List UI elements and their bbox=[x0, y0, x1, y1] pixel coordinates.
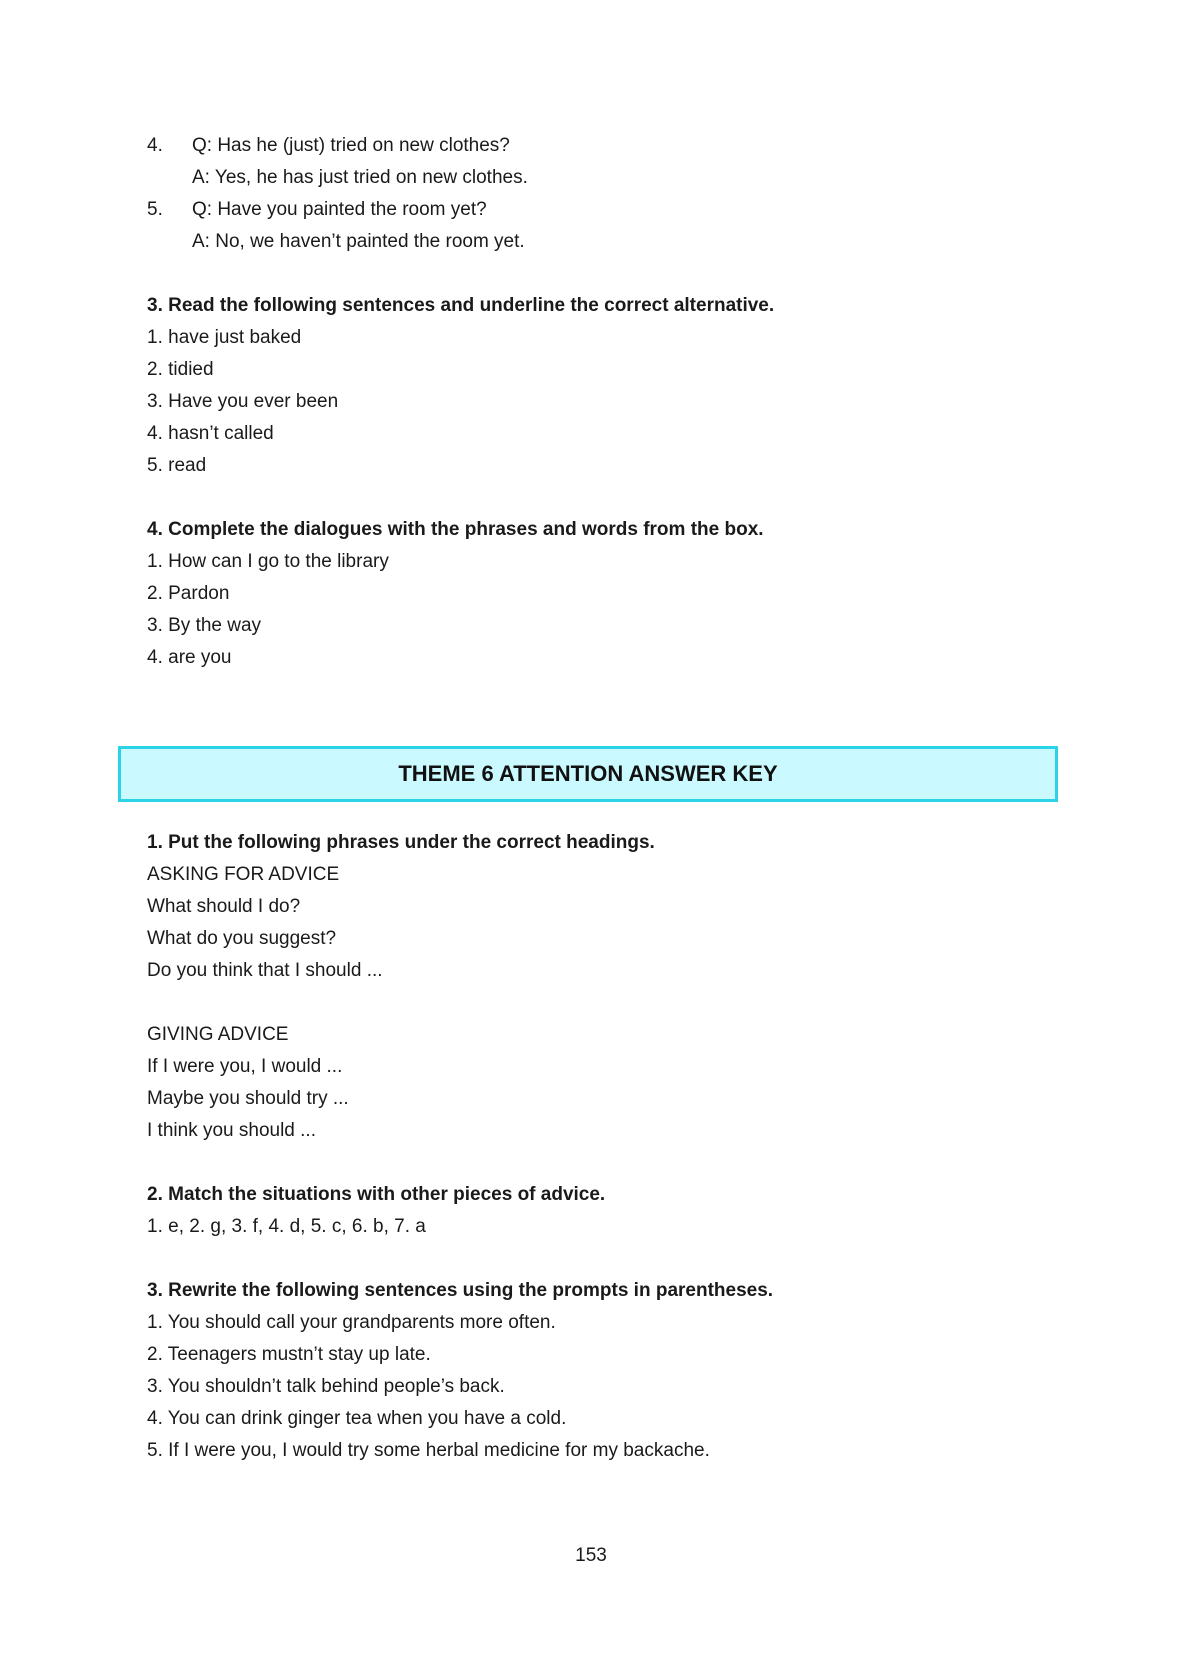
theme-banner bbox=[118, 746, 1058, 802]
list-item: 1. have just baked bbox=[147, 327, 302, 348]
asking-advice-title: ASKING FOR ADVICE bbox=[147, 864, 340, 885]
exercise-2-heading: 2. Match the situations with other pieces of advice. bbox=[147, 1184, 606, 1205]
exercise-4-heading: 4. Complete the dialogues with the phrases and words from the box. bbox=[147, 519, 764, 540]
list-item: What should I do? bbox=[147, 896, 301, 917]
list-item: 1. You should call your grandparents more often. bbox=[147, 1312, 556, 1333]
qa-answer: A: No, we haven’t painted the room yet. bbox=[192, 231, 525, 252]
giving-advice-title: GIVING ADVICE bbox=[147, 1024, 289, 1045]
list-item: Do you think that I should ... bbox=[147, 960, 383, 981]
list-item: 2. Pardon bbox=[147, 583, 230, 604]
exercise-3-heading: 3. Rewrite the following sentences using the prompts in parentheses. bbox=[147, 1280, 774, 1301]
exercise-2-answer: 1. e, 2. g, 3. f, 4. d, 5. c, 6. b, 7. a bbox=[147, 1216, 426, 1237]
qa-item-5 bbox=[147, 194, 1067, 258]
theme-answers bbox=[147, 827, 1067, 1467]
qa-question: Q: Have you painted the room yet? bbox=[192, 199, 487, 220]
list-item: I think you should ... bbox=[147, 1120, 316, 1141]
list-item: 3. You shouldn’t talk behind people’s back. bbox=[147, 1376, 505, 1397]
list-item: 4. You can drink ginger tea when you have a cold. bbox=[147, 1408, 567, 1429]
list-item: What do you suggest? bbox=[147, 928, 337, 949]
list-item: 5. read bbox=[147, 455, 207, 476]
list-item: 2. tidied bbox=[147, 359, 214, 380]
list-item: 1. How can I go to the library bbox=[147, 551, 389, 572]
list-item: 4. are you bbox=[147, 647, 232, 668]
qa-item-4 bbox=[147, 130, 1067, 194]
list-item: 3. Have you ever been bbox=[147, 391, 339, 412]
list-item: 2. Teenagers mustn’t stay up late. bbox=[147, 1344, 431, 1365]
exercise-3-heading: 3. Read the following sentences and underline the correct alternative. bbox=[147, 295, 775, 316]
page-number: 153 bbox=[575, 1545, 607, 1566]
list-item: If I were you, I would ... bbox=[147, 1056, 343, 1077]
theme-title: THEME 6 ATTENTION ANSWER KEY bbox=[398, 761, 778, 786]
list-item: Maybe you should try ... bbox=[147, 1088, 349, 1109]
exercise-1-heading: 1. Put the following phrases under the correct headings. bbox=[147, 832, 655, 853]
qa-answer: A: Yes, he has just tried on new clothes. bbox=[192, 167, 528, 188]
qa-number: 4. bbox=[147, 135, 163, 156]
qa-number: 5. bbox=[147, 199, 163, 220]
list-item: 3. By the way bbox=[147, 615, 262, 636]
qa-question: Q: Has he (just) tried on new clothes? bbox=[192, 135, 510, 156]
list-item: 5. If I were you, I would try some herbal medicine for my backache. bbox=[147, 1440, 710, 1461]
list-item: 4. hasn’t called bbox=[147, 423, 274, 444]
previous-answers bbox=[147, 130, 1067, 674]
